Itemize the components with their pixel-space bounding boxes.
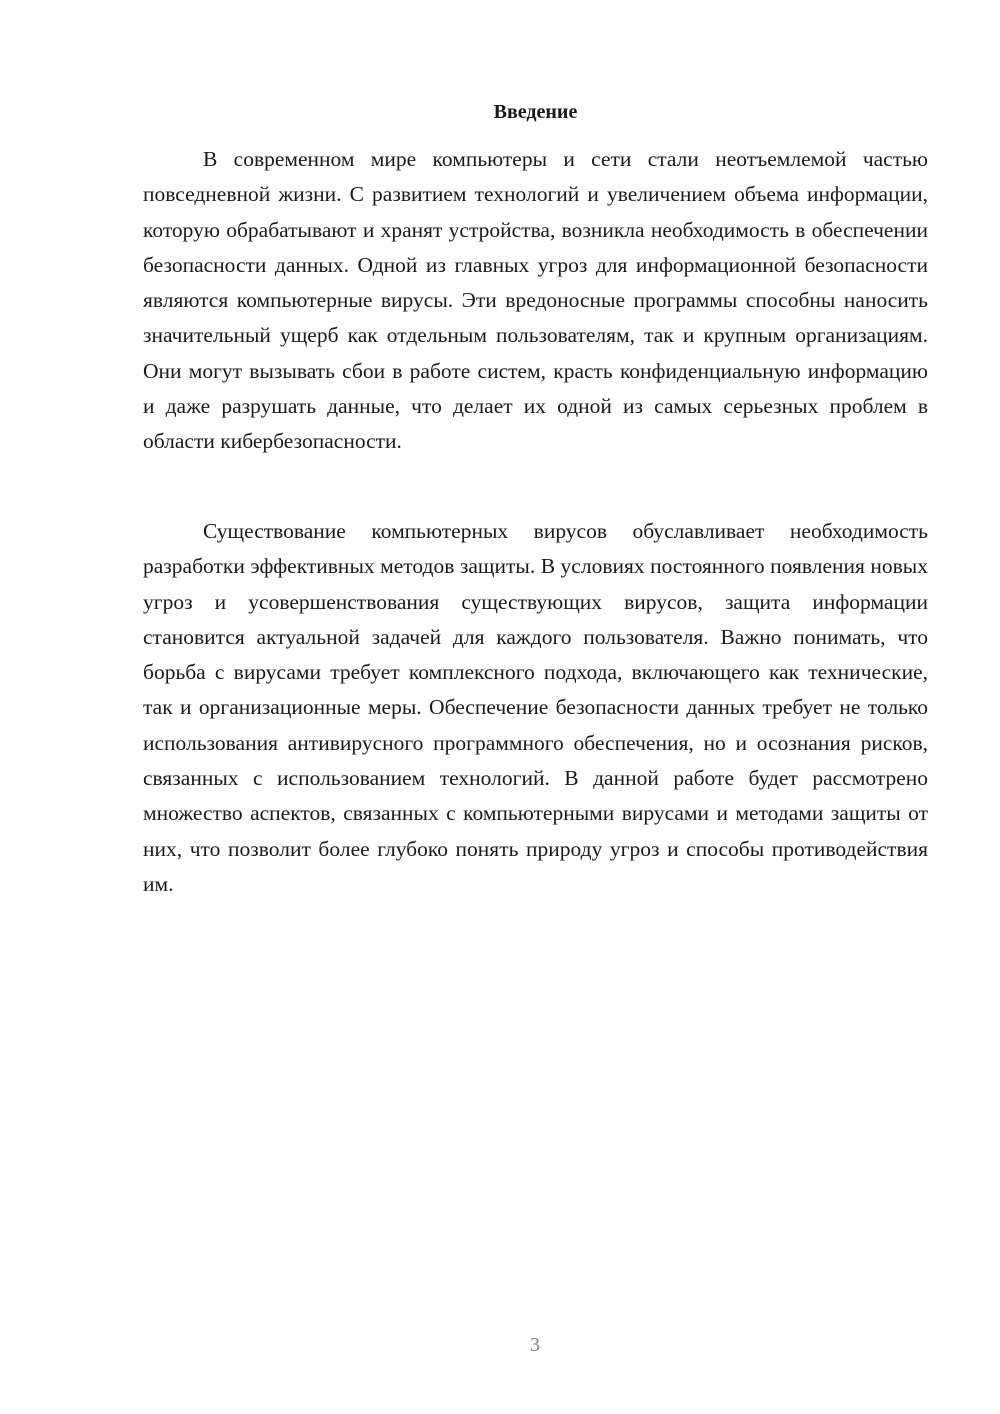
paragraph-2: Существование компьютерных вирусов обуславливает необходимость разработки эффективных методов защиты. В условиях постоянного появления новых угроз и усовершенствования существующих вирусов, защита информации становится актуальной задачей для каждого пользователя. Важно понимать, что борьба с вирусами требует комплексного подхода, включающего как технические, так и организационные меры. Обеспечение безопасности данных требует не только использования антивирусного программного обеспечения, но и осознания рисков, связанных с использованием технологий. В данной работе будет рассмотрено множество аспектов, связанных с компьютерными вирусами и методами защиты от них, что позволит более глубоко понять природу угроз и способы противодействия им. [143,519,928,896]
page-number: 3 [530,1334,540,1356]
paragraph-1: В современном мире компьютеры и сети стали неотъемлемой частью повседневной жизни. С развитием технологий и увеличением объема информации, которую обрабатывают и хранят устройства, возникла необходимость в обеспечении безопасности данных. Одной из главных угроз для информационной безопасности являются компьютерные вирусы. Эти вредоносные программы способны наносить значительный ущерб как отдельным пользователям, так и крупным организациям. Они могут вызывать сбои в работе систем, красть конфиденциальную информацию и даже разрушать данные, что делает их одной из самых серьезных проблем в области кибербезопасности. [143,147,928,454]
page-title: Введение [493,101,578,123]
